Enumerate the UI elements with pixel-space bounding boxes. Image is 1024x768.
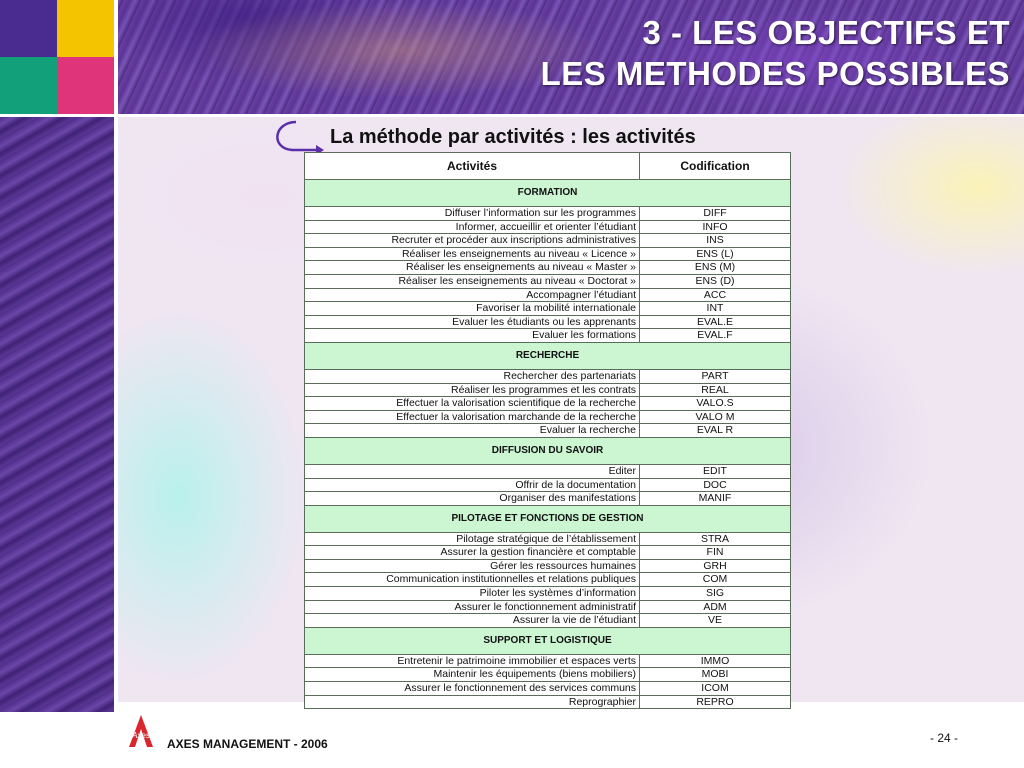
activity-cell: Gérer les ressources humaines (305, 559, 640, 573)
table-row (305, 573, 791, 587)
code-cell: PART (640, 369, 791, 383)
activity-cell: Assurer la gestion financière et comptable (305, 546, 640, 560)
table-row (305, 315, 791, 329)
decor-tile-purple (0, 0, 57, 57)
activity-cell: Communication institutionnelles et relations publiques (305, 573, 640, 587)
table-row (305, 600, 791, 614)
table-body (305, 180, 791, 709)
code-cell: ENS (D) (640, 274, 791, 288)
table-row (305, 397, 791, 411)
activity-cell: Entretenir le patrimoine immobilier et espaces verts (305, 654, 640, 668)
code-cell: INT (640, 302, 791, 316)
code-cell: EVAL R (640, 424, 791, 438)
table-header-row (305, 153, 791, 180)
code-cell: ICOM (640, 682, 791, 696)
table-row (305, 207, 791, 221)
section-header-row (305, 627, 791, 654)
slide-title-line1: 3 - LES OBJECTIFS ET (642, 14, 1010, 51)
slide-title (541, 12, 1010, 94)
table-row (305, 329, 791, 343)
table-row (305, 587, 791, 601)
activity-cell: Assurer le fonctionnement des services communs (305, 682, 640, 696)
activity-cell: Accompagner l’étudiant (305, 288, 640, 302)
code-cell: VE (640, 614, 791, 628)
activity-cell: Evaluer les formations (305, 329, 640, 343)
activity-cell: Assurer la vie de l’étudiant (305, 614, 640, 628)
code-cell: EVAL.E (640, 315, 791, 329)
code-cell: ENS (M) (640, 261, 791, 275)
activity-cell: Effectuer la valorisation scientifique de la recherche (305, 397, 640, 411)
code-cell: VALO M (640, 410, 791, 424)
activity-cell: Organiser des manifestations (305, 492, 640, 506)
table-row (305, 682, 791, 696)
column-header-activites: Activités (305, 153, 640, 180)
activity-cell: Evaluer les étudiants ou les apprenants (305, 315, 640, 329)
decor-tile-pink (57, 57, 114, 114)
table-row (305, 546, 791, 560)
header-band (0, 0, 1024, 114)
code-cell: STRA (640, 532, 791, 546)
code-cell: DOC (640, 478, 791, 492)
code-cell: GRH (640, 559, 791, 573)
slide-title-line2: LES METHODES POSSIBLES (540, 55, 1010, 92)
axes-logo (125, 711, 157, 751)
table-row (305, 261, 791, 275)
table-row (305, 410, 791, 424)
table-row (305, 369, 791, 383)
code-cell: DIFF (640, 207, 791, 221)
table-row (305, 695, 791, 709)
slide-subtitle: La méthode par activités : les activités (330, 126, 696, 148)
code-cell: IMMO (640, 654, 791, 668)
code-cell: EVAL.F (640, 329, 791, 343)
table-row (305, 383, 791, 397)
footer-company: AXES MANAGEMENT - 2006 (167, 737, 328, 751)
activity-cell: Réaliser les enseignements au niveau « Doctorat » (305, 274, 640, 288)
table-row (305, 220, 791, 234)
code-cell: EDIT (640, 464, 791, 478)
activities-table (304, 152, 790, 709)
code-cell: ACC (640, 288, 791, 302)
code-cell: INS (640, 234, 791, 248)
code-cell: REPRO (640, 695, 791, 709)
section-header-row (305, 437, 791, 464)
section-title: RECHERCHE (305, 342, 791, 369)
activity-cell: Réaliser les enseignements au niveau « Master » (305, 261, 640, 275)
table-row (305, 492, 791, 506)
code-cell: VALO.S (640, 397, 791, 411)
table-row (305, 532, 791, 546)
table-row (305, 559, 791, 573)
decor-left-strip (0, 117, 114, 712)
logo-text: Axes (132, 731, 150, 740)
section-title: DIFFUSION DU SAVOIR (305, 437, 791, 464)
section-title: PILOTAGE ET FONCTIONS DE GESTION (305, 505, 791, 532)
activity-cell: Informer, accueillir et orienter l’étudiant (305, 220, 640, 234)
activity-cell: Réaliser les programmes et les contrats (305, 383, 640, 397)
table-row (305, 654, 791, 668)
divider (114, 0, 118, 114)
activity-cell: Evaluer la recherche (305, 424, 640, 438)
table-row (305, 288, 791, 302)
table-row (305, 614, 791, 628)
activity-cell: Rechercher des partenariats (305, 369, 640, 383)
activity-cell: Recruter et procéder aux inscriptions administratives (305, 234, 640, 248)
activity-cell: Effectuer la valorisation marchande de la recherche (305, 410, 640, 424)
decor-tile-green (0, 57, 57, 114)
table-row (305, 424, 791, 438)
table-row (305, 302, 791, 316)
code-cell: FIN (640, 546, 791, 560)
table-row (305, 668, 791, 682)
code-cell: REAL (640, 383, 791, 397)
activity-cell: Diffuser l’information sur les programmes (305, 207, 640, 221)
activity-cell: Pilotage stratégique de l’établissement (305, 532, 640, 546)
section-title: FORMATION (305, 180, 791, 207)
code-cell: SIG (640, 587, 791, 601)
section-header-row (305, 180, 791, 207)
code-cell: MANIF (640, 492, 791, 506)
code-cell: MOBI (640, 668, 791, 682)
section-title: SUPPORT ET LOGISTIQUE (305, 627, 791, 654)
activity-cell: Piloter les systèmes d’information (305, 587, 640, 601)
column-header-codification: Codification (640, 153, 791, 180)
section-header-row (305, 342, 791, 369)
activity-cell: Reprographier (305, 695, 640, 709)
page-number: - 24 - (930, 731, 959, 745)
activity-cell: Maintenir les équipements (biens mobiliers) (305, 668, 640, 682)
activity-cell: Favoriser la mobilité internationale (305, 302, 640, 316)
table-row (305, 234, 791, 248)
section-header-row (305, 505, 791, 532)
code-cell: ENS (L) (640, 247, 791, 261)
table-row (305, 478, 791, 492)
activity-cell: Editer (305, 464, 640, 478)
decor-tile-yellow (57, 0, 114, 57)
activity-cell: Réaliser les enseignements au niveau « Licence » (305, 247, 640, 261)
activity-cell: Offrir de la documentation (305, 478, 640, 492)
code-cell: INFO (640, 220, 791, 234)
code-cell: ADM (640, 600, 791, 614)
code-cell: COM (640, 573, 791, 587)
table-row (305, 464, 791, 478)
table-row (305, 274, 791, 288)
activity-cell: Assurer le fonctionnement administratif (305, 600, 640, 614)
table-row (305, 247, 791, 261)
